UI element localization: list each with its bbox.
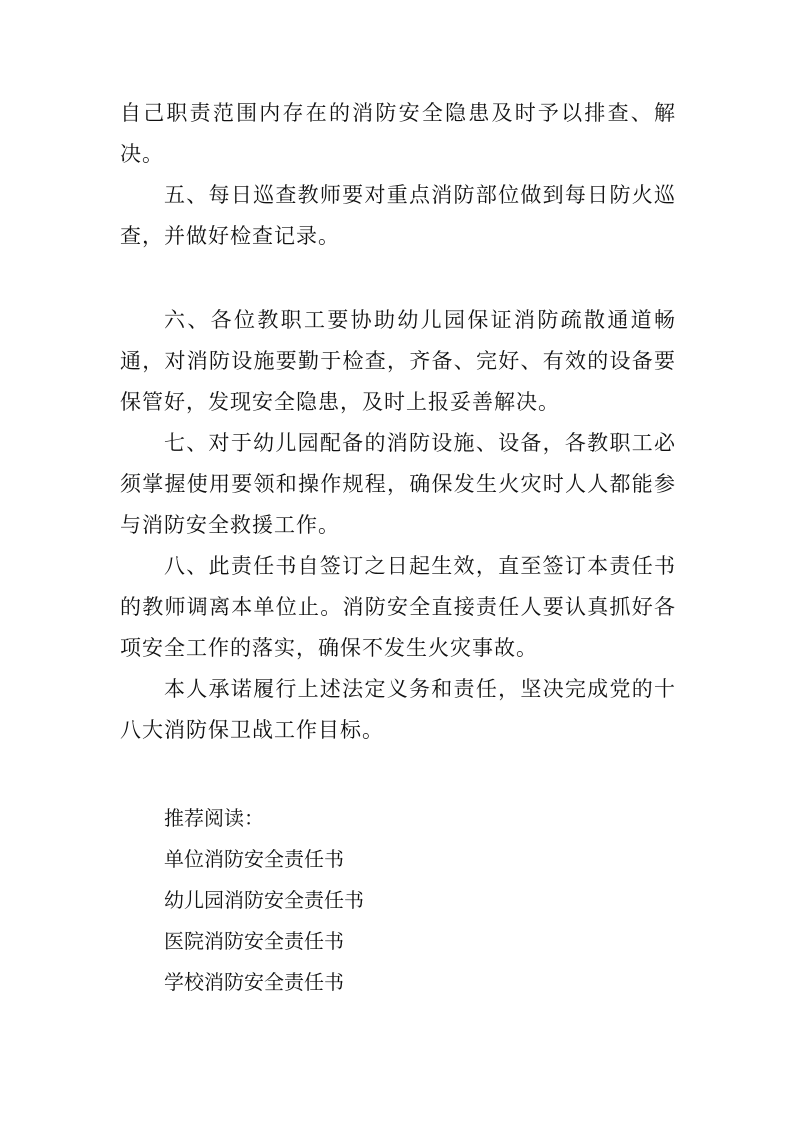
paragraph-item-7: 七、对于幼儿园配备的消防设施、设备，各教职工必须掌握使用要领和操作规程，确保发生火灾时人人都能参与消防安全救援工作。 xyxy=(120,431,676,537)
recommended-heading: 推荐阅读： xyxy=(164,806,264,830)
paragraph-continuation: 自己职责范围内存在的消防安全隐患及时予以排查、解决。 xyxy=(120,101,676,166)
recommended-reading xyxy=(164,798,664,1003)
paragraph-item-6: 六、各位教职工要协助幼儿园保证消防疏散通道畅通，对消防设施要勤于检查，齐备、完好、有效的设备要保管好，发现安全隐患，及时上报妥善解决。 xyxy=(120,308,676,414)
paragraph-item-5: 五、每日巡查教师要对重点消防部位做到每日防火巡查，并做好检查记录。 xyxy=(120,183,676,248)
recommended-link-school[interactable]: 学校消防安全责任书 xyxy=(164,970,344,994)
paragraph-item-8: 八、此责任书自签订之日起生效，直至签订本责任书的教师调离本单位止。消防安全直接责任人要认真抓好各项安全工作的落实，确保不发生火灾事故。 xyxy=(120,554,676,660)
recommended-link-kindergarten[interactable]: 幼儿园消防安全责任书 xyxy=(164,888,364,912)
recommended-link-unit[interactable]: 单位消防安全责任书 xyxy=(164,847,344,871)
paragraph-commitment: 本人承诺履行上述法定义务和责任，坚决完成党的十八大消防保卫战工作目标。 xyxy=(120,677,676,742)
recommended-link-hospital[interactable]: 医院消防安全责任书 xyxy=(164,929,344,953)
